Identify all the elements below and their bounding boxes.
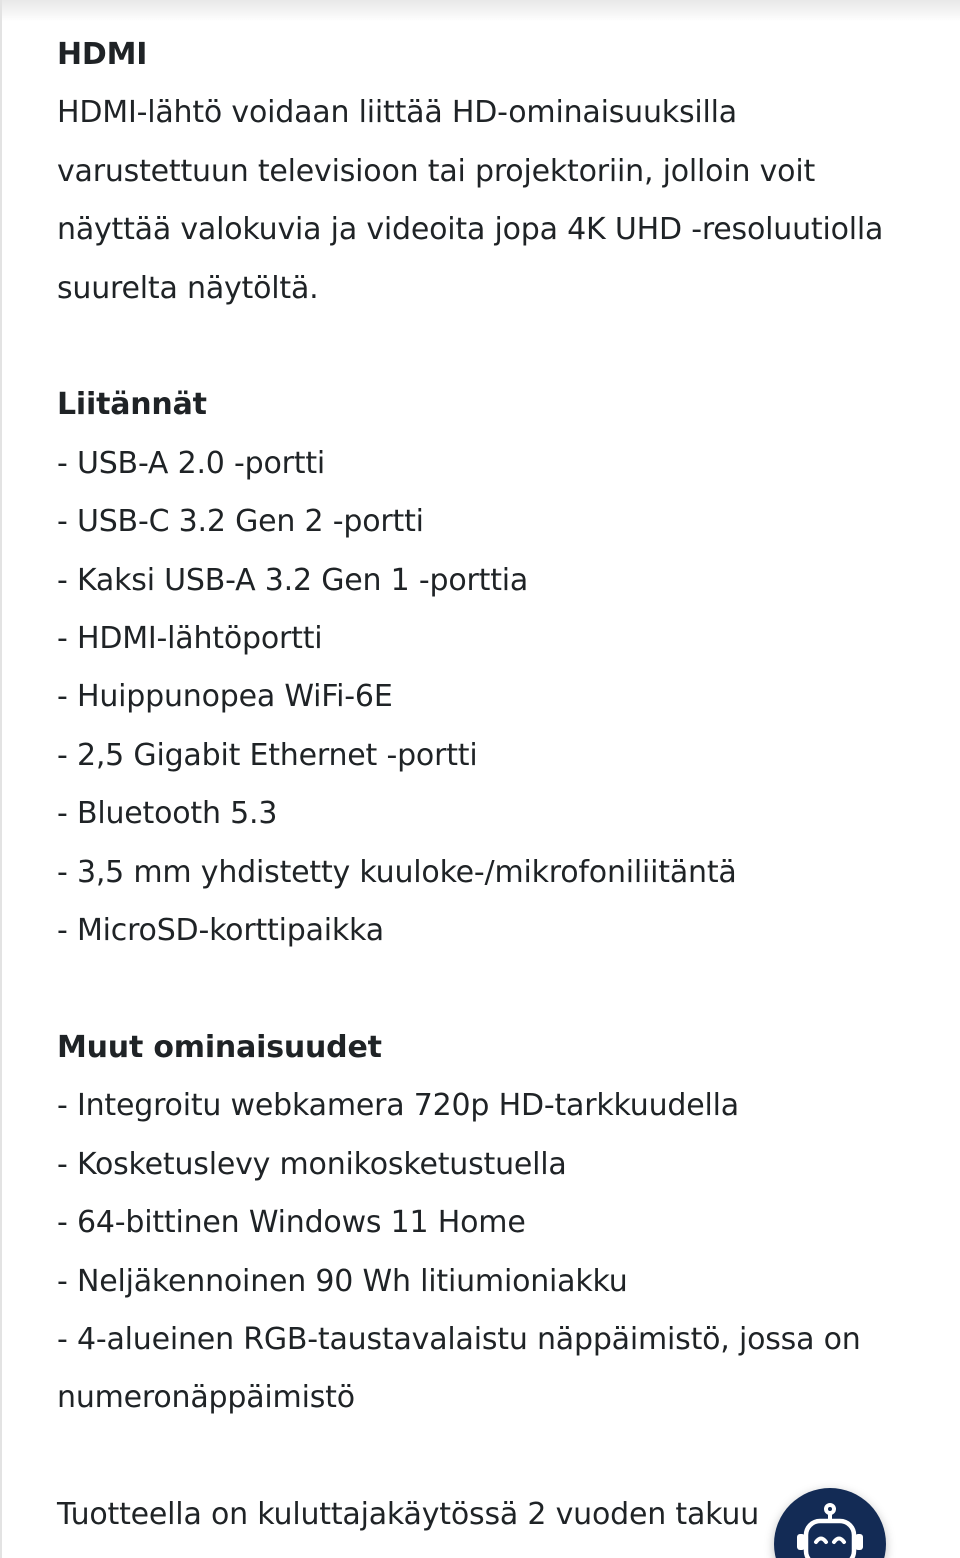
list-item: - Integroitu webkamera 720p HD-tarkkuudella: [57, 1088, 739, 1124]
list-item: numeronäppäimistö: [57, 1380, 355, 1416]
left-border: [0, 0, 2, 1558]
connections-heading: Liitännät: [57, 387, 207, 423]
spacer: [57, 960, 917, 1018]
list-item: - MicroSD-korttipaikka: [57, 913, 384, 949]
top-shadow: [0, 0, 960, 22]
product-description: [57, 26, 917, 1545]
hdmi-line: varustettuun televisioon tai projektoriin, jolloin voit: [57, 153, 816, 189]
list-item: - HDMI-lähtöportti: [57, 621, 323, 657]
warranty-text: Tuotteella on kuluttajakäytössä 2 vuoden takuu: [57, 1497, 760, 1533]
list-item: - Kosketuslevy monikosketustuella: [57, 1146, 567, 1182]
hdmi-section: [57, 26, 917, 318]
hdmi-line: HDMI-lähtö voidaan liittää HD-ominaisuuksilla: [57, 95, 737, 131]
other-features-section: [57, 1019, 917, 1428]
connections-section: [57, 376, 917, 960]
list-item: - USB-A 2.0 -portti: [57, 445, 326, 481]
list-item: - Huippunopea WiFi-6E: [57, 679, 393, 715]
connections-list: [57, 435, 917, 961]
hdmi-heading: HDMI: [57, 37, 148, 72]
list-item: - Neljäkennoinen 90 Wh litiumioniakku: [57, 1263, 628, 1299]
list-item: - 3,5 mm yhdistetty kuuloke-/mikrofoniliitäntä: [57, 854, 737, 890]
other-features-heading: Muut ominaisuudet: [57, 1029, 382, 1065]
hdmi-line: näyttää valokuvia ja videoita jopa 4K UHD -resoluutiolla: [57, 212, 884, 248]
spacer: [57, 1428, 917, 1486]
list-item: - 64-bittinen Windows 11 Home: [57, 1205, 526, 1241]
hdmi-line: suurelta näytöltä.: [57, 270, 319, 306]
other-features-list: [57, 1077, 917, 1427]
list-item: - Kaksi USB-A 3.2 Gen 1 -porttia: [57, 562, 529, 598]
list-item: - USB-C 3.2 Gen 2 -portti: [57, 504, 424, 540]
list-item: - 4-alueinen RGB-taustavalaistu näppäimistö, jossa on: [57, 1321, 861, 1357]
list-item: - 2,5 Gigabit Ethernet -portti: [57, 737, 478, 773]
chatbot-robot-icon: [790, 1502, 870, 1558]
hdmi-paragraph: [57, 84, 917, 318]
spacer: [57, 318, 917, 376]
list-item: - Bluetooth 5.3: [57, 796, 278, 832]
